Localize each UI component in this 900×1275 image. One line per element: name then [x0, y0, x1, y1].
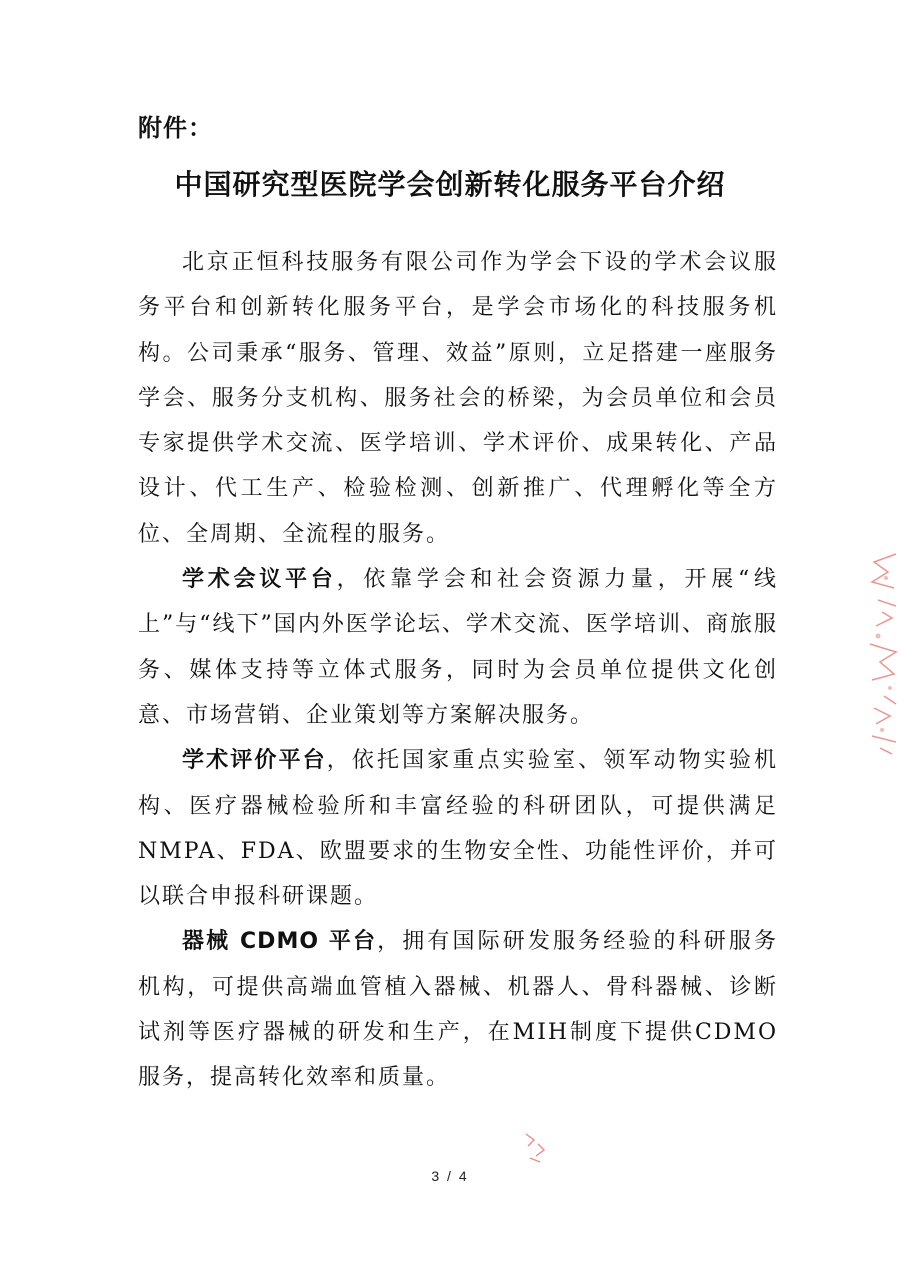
paragraph-text: ，拥有国际研发服务经验的科研服务机构，可提供高端血管植入器械、机器人、骨科器械、诊断试剂等医疗器械的研发和生产，在MIH制度下提供CDMO服务，提高转化效率和质量。	[138, 929, 778, 1091]
paragraph-text: ，依靠学会和社会资源力量，开展“线上”与“线下”国内外医学论坛、学术交流、医学培训、商旅服务、媒体支持等立体式服务，同时为会员单位提供文化创意、市场营销、企业策划等方案解决服务。	[138, 567, 778, 728]
paragraph-lead: 学术会议平台	[182, 567, 337, 593]
paragraph-academic-evaluation	[138, 738, 778, 919]
paragraph-cdmo	[138, 919, 778, 1100]
document-title: 中国研究型医院学会创新转化服务平台介绍	[174, 168, 726, 201]
paragraph-text: 北京正恒科技服务有限公司作为学会下设的学术会议服务平台和创新转化服务平台，是学会市场化的科技服务机构。公司秉承“服务、管理、效益”原则，立足搭建一座服务学会、服务分支机构、服务社会的桥梁，为会员单位和会员专家提供学术交流、医学培训、学术评价、成果转化、产品设计、代工生产、检验检测、创新推广、代理孵化等全方位、全周期、全流程的服务。	[138, 250, 778, 547]
ink-mark-icon	[520, 1130, 550, 1166]
paragraph-intro	[138, 240, 778, 557]
paragraph-lead: 器械 CDMO 平台	[182, 929, 378, 955]
page-number: 3 / 4	[431, 1168, 469, 1184]
seal-fragment-icon	[866, 548, 900, 758]
paragraph-lead: 学术评价平台	[182, 748, 327, 774]
paragraph-text: ，依托国家重点实验室、领军动物实验机构、医疗器械检验所和丰富经验的科研团队，可提供满足NMPA、FDA、欧盟要求的生物安全性、功能性评价，并可以联合申报科研课题。	[138, 748, 778, 910]
paragraph-academic-conference	[138, 557, 778, 738]
attachment-label: 附件：	[138, 114, 213, 142]
document-body	[138, 240, 778, 1101]
